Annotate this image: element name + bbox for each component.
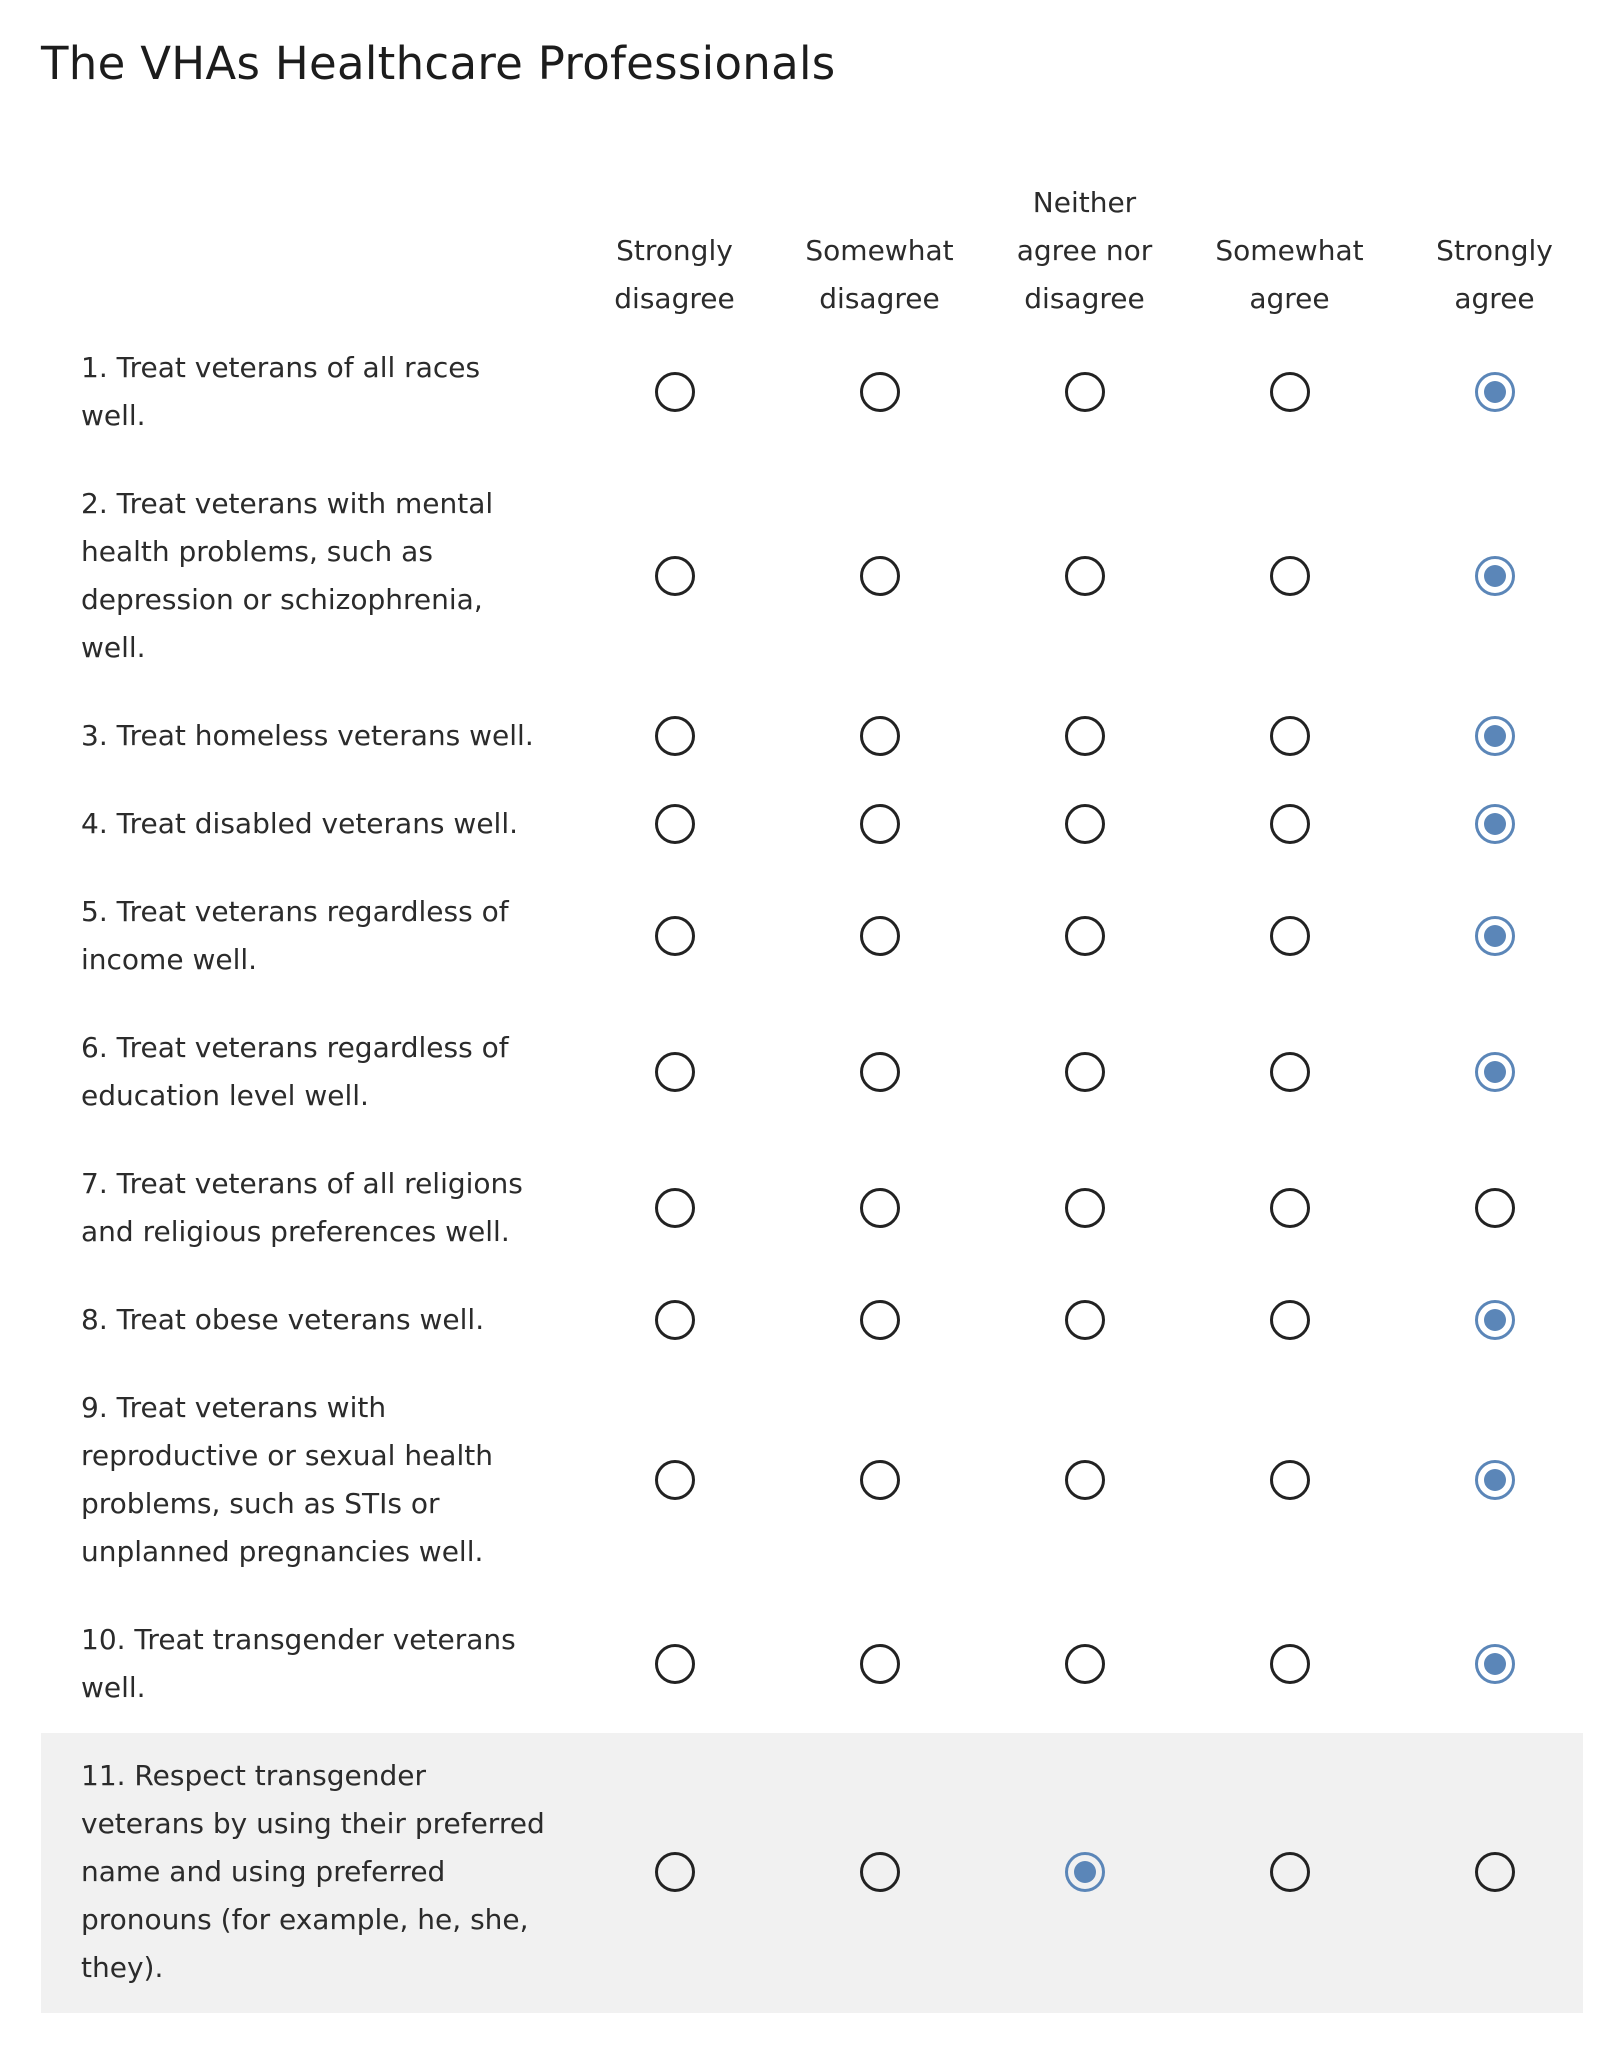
radio-somewhat-disagree[interactable]: [860, 1852, 900, 1892]
statement-cell: [41, 1384, 572, 1576]
statement-cell: [41, 800, 572, 848]
choice-cell: [1187, 1460, 1392, 1500]
radio-strongly-disagree[interactable]: [655, 1852, 695, 1892]
radio-strongly-disagree[interactable]: [655, 1460, 695, 1500]
question-text: 1. Treat veterans of all races well.: [81, 351, 481, 432]
scale-label: Strongly agree: [1436, 234, 1553, 315]
radio-somewhat-agree[interactable]: [1270, 1460, 1310, 1500]
radio-somewhat-disagree[interactable]: [860, 1644, 900, 1684]
choice-cell: [777, 1300, 982, 1340]
radio-selected-dot: [1484, 725, 1506, 747]
choice-cell: [1187, 1300, 1392, 1340]
radio-neutral[interactable]: [1065, 1644, 1105, 1684]
radio-neutral[interactable]: [1065, 716, 1105, 756]
radio-somewhat-agree[interactable]: [1270, 1052, 1310, 1092]
question-text: 11. Respect transgender veterans by using their preferred name and using preferred pronouns (for example, he, she, they).: [81, 1759, 545, 1984]
question-row-8: [41, 1277, 1583, 1365]
choice-cell: [1392, 1852, 1597, 1892]
question-text: 8. Treat obese veterans well.: [81, 1303, 485, 1336]
radio-selected-dot: [1484, 925, 1506, 947]
page-title: The VHAs Healthcare Professionals: [41, 37, 836, 90]
choice-cell: [1392, 1460, 1597, 1500]
choice-cell: [1392, 804, 1597, 844]
scale-label: Somewhat disagree: [805, 234, 954, 315]
radio-somewhat-agree[interactable]: [1270, 1852, 1310, 1892]
choice-cell: [1187, 716, 1392, 756]
choice-cell: [1392, 716, 1597, 756]
choice-cell: [1392, 1052, 1597, 1092]
radio-neutral[interactable]: [1065, 1460, 1105, 1500]
matrix-rows: [41, 325, 1583, 2013]
question-text: 5. Treat veterans regardless of income well.: [81, 895, 509, 976]
radio-strongly-disagree[interactable]: [655, 1052, 695, 1092]
choice-cell: [1392, 556, 1597, 596]
radio-somewhat-agree[interactable]: [1270, 556, 1310, 596]
radio-selected-dot: [1484, 1653, 1506, 1675]
radio-somewhat-agree[interactable]: [1270, 372, 1310, 412]
question-row-10: [41, 1597, 1583, 1733]
choice-cell: [777, 1852, 982, 1892]
radio-somewhat-disagree[interactable]: [860, 372, 900, 412]
statement-cell: [41, 1296, 572, 1344]
choice-cell: [572, 1300, 777, 1340]
question-row-5: [41, 869, 1583, 1005]
radio-somewhat-agree[interactable]: [1270, 804, 1310, 844]
radio-neutral[interactable]: [1065, 1188, 1105, 1228]
likert-matrix: [41, 165, 1583, 2013]
statement-cell: [41, 712, 572, 760]
choice-cell: [1187, 372, 1392, 412]
choice-cell: [572, 556, 777, 596]
choice-cell: [982, 804, 1187, 844]
radio-neutral[interactable]: [1065, 556, 1105, 596]
matrix-header: [41, 165, 1583, 325]
radio-strongly-disagree[interactable]: [655, 1300, 695, 1340]
radio-somewhat-agree[interactable]: [1270, 916, 1310, 956]
radio-strongly-agree[interactable]: [1475, 1852, 1515, 1892]
radio-strongly-disagree[interactable]: [655, 372, 695, 412]
question-row-11: [41, 1733, 1583, 2013]
question-row-7: [41, 1141, 1583, 1277]
radio-somewhat-disagree[interactable]: [860, 556, 900, 596]
choice-cell: [777, 716, 982, 756]
radio-somewhat-agree[interactable]: [1270, 1188, 1310, 1228]
header-strongly-disagree: [572, 227, 777, 325]
radio-somewhat-disagree[interactable]: [860, 916, 900, 956]
choice-cell: [572, 1852, 777, 1892]
choice-cell: [982, 372, 1187, 412]
radio-somewhat-agree[interactable]: [1270, 716, 1310, 756]
radio-selected-dot: [1484, 1309, 1506, 1331]
choice-cell: [982, 916, 1187, 956]
choice-cell: [1187, 916, 1392, 956]
choice-cell: [1392, 916, 1597, 956]
choice-cell: [982, 1188, 1187, 1228]
header-somewhat-disagree: [777, 227, 982, 325]
radio-neutral[interactable]: [1065, 916, 1105, 956]
radio-strongly-agree[interactable]: [1475, 1644, 1515, 1684]
choice-cell: [1392, 372, 1597, 412]
radio-selected-dot: [1484, 1061, 1506, 1083]
choice-cell: [1392, 1188, 1597, 1228]
radio-selected-dot: [1074, 1861, 1096, 1883]
choice-cell: [777, 556, 982, 596]
question-text: 10. Treat transgender veterans well.: [81, 1623, 516, 1704]
radio-somewhat-agree[interactable]: [1270, 1300, 1310, 1340]
choice-cell: [1187, 1852, 1392, 1892]
radio-strongly-disagree[interactable]: [655, 916, 695, 956]
choice-cell: [777, 1188, 982, 1228]
choice-cell: [1187, 1644, 1392, 1684]
radio-somewhat-disagree[interactable]: [860, 1188, 900, 1228]
choice-cell: [777, 916, 982, 956]
radio-selected-dot: [1484, 1469, 1506, 1491]
question-text: 3. Treat homeless veterans well.: [81, 719, 534, 752]
radio-strongly-disagree[interactable]: [655, 716, 695, 756]
radio-strongly-agree[interactable]: [1475, 1052, 1515, 1092]
question-row-6: [41, 1005, 1583, 1141]
radio-selected-dot: [1484, 813, 1506, 835]
choice-cell: [572, 1644, 777, 1684]
question-text: 7. Treat veterans of all religions and religious preferences well.: [81, 1167, 523, 1248]
radio-selected-dot: [1484, 565, 1506, 587]
scale-label: Strongly disagree: [614, 234, 735, 315]
question-row-4: [41, 781, 1583, 869]
header-neutral: [982, 179, 1187, 325]
question-row-9: [41, 1365, 1583, 1597]
question-text: 9. Treat veterans with reproductive or sexual health problems, such as STIs or unplanned pregnancies well.: [81, 1391, 493, 1568]
radio-somewhat-disagree[interactable]: [860, 804, 900, 844]
radio-somewhat-agree[interactable]: [1270, 1644, 1310, 1684]
choice-cell: [777, 804, 982, 844]
radio-strongly-agree[interactable]: [1475, 1188, 1515, 1228]
choice-cell: [982, 1644, 1187, 1684]
radio-strongly-agree[interactable]: [1475, 716, 1515, 756]
choice-cell: [982, 716, 1187, 756]
radio-somewhat-disagree[interactable]: [860, 716, 900, 756]
scale-label: Neither agree nor disagree: [1016, 186, 1153, 315]
choice-cell: [777, 1052, 982, 1092]
radio-strongly-agree[interactable]: [1475, 1300, 1515, 1340]
statement-cell: [41, 1616, 572, 1712]
statement-cell: [41, 1160, 572, 1256]
choice-cell: [777, 1460, 982, 1500]
scale-label: Somewhat agree: [1215, 234, 1364, 315]
statement-cell: [41, 1024, 572, 1120]
radio-strongly-disagree[interactable]: [655, 1188, 695, 1228]
radio-strongly-disagree[interactable]: [655, 804, 695, 844]
header-strongly-agree: [1392, 227, 1597, 325]
radio-strongly-agree[interactable]: [1475, 916, 1515, 956]
radio-somewhat-disagree[interactable]: [860, 1300, 900, 1340]
question-row-1: [41, 325, 1583, 461]
choice-cell: [572, 1188, 777, 1228]
question-row-3: [41, 693, 1583, 781]
choice-cell: [572, 1460, 777, 1500]
radio-strongly-disagree[interactable]: [655, 1644, 695, 1684]
radio-somewhat-disagree[interactable]: [860, 1460, 900, 1500]
radio-strongly-agree[interactable]: [1475, 556, 1515, 596]
choice-cell: [1392, 1300, 1597, 1340]
statement-cell: [41, 344, 572, 440]
radio-neutral[interactable]: [1065, 1052, 1105, 1092]
choice-cell: [572, 716, 777, 756]
choice-cell: [572, 916, 777, 956]
choice-cell: [982, 1460, 1187, 1500]
choice-cell: [1187, 804, 1392, 844]
radio-neutral[interactable]: [1065, 1300, 1105, 1340]
radio-neutral[interactable]: [1065, 1852, 1105, 1892]
question-text: 2. Treat veterans with mental health problems, such as depression or schizophrenia, well.: [81, 487, 494, 664]
question-text: 4. Treat disabled veterans well.: [81, 807, 519, 840]
choice-cell: [982, 556, 1187, 596]
radio-strongly-agree[interactable]: [1475, 372, 1515, 412]
radio-somewhat-disagree[interactable]: [860, 1052, 900, 1092]
radio-neutral[interactable]: [1065, 804, 1105, 844]
choice-cell: [572, 372, 777, 412]
statement-cell: [41, 480, 572, 672]
header-somewhat-agree: [1187, 227, 1392, 325]
choice-cell: [777, 1644, 982, 1684]
choice-cell: [982, 1300, 1187, 1340]
choice-cell: [1392, 1644, 1597, 1684]
statement-cell: [41, 1752, 572, 1992]
question-text: 6. Treat veterans regardless of education level well.: [81, 1031, 509, 1112]
choice-cell: [572, 1052, 777, 1092]
radio-strongly-agree[interactable]: [1475, 1460, 1515, 1500]
choice-cell: [572, 804, 777, 844]
choice-cell: [982, 1052, 1187, 1092]
choice-cell: [1187, 1188, 1392, 1228]
question-row-2: [41, 461, 1583, 693]
radio-neutral[interactable]: [1065, 372, 1105, 412]
radio-strongly-agree[interactable]: [1475, 804, 1515, 844]
choice-cell: [777, 372, 982, 412]
radio-selected-dot: [1484, 381, 1506, 403]
choice-cell: [1187, 556, 1392, 596]
choice-cell: [982, 1852, 1187, 1892]
statement-cell: [41, 888, 572, 984]
choice-cell: [1187, 1052, 1392, 1092]
radio-strongly-disagree[interactable]: [655, 556, 695, 596]
